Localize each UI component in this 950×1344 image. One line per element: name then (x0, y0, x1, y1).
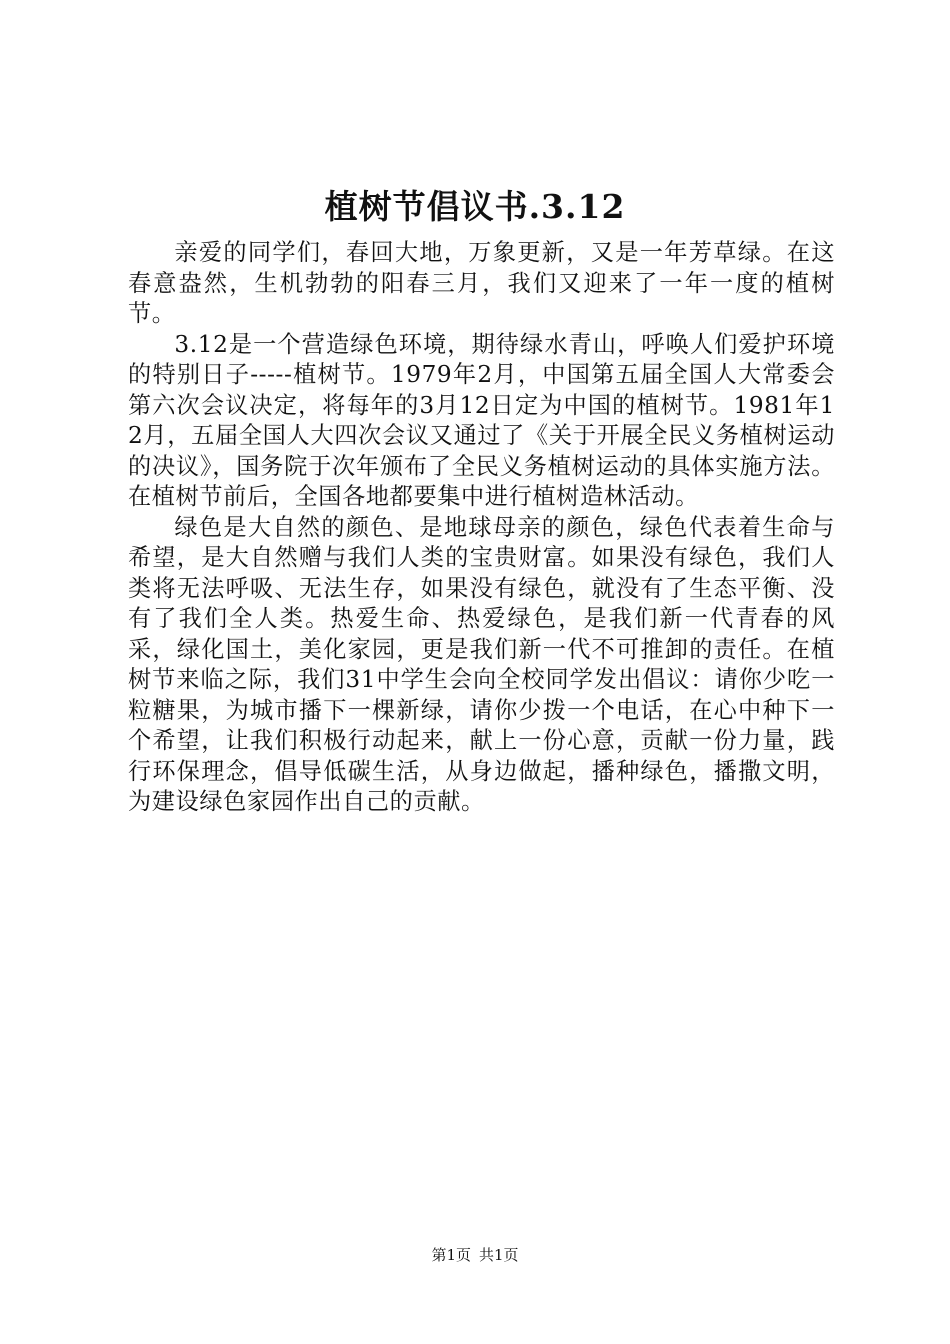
paragraph-history: 3.12是一个营造绿色环境，期待绿水青山，呼唤人们爱护环境的特别日子-----植树节。1979年2月，中国第五届全国人大常委会第六次会议决定，将每年的3月12日定为中国的植树节。1981年12月，五届全国人大四次会议又通过了《关于开展全民义务植树运动的决议》，国务院于次年颁布了全民义务植树运动的具体实施方法。在植树节前后，全国各地都要集中进行植树造林活动。 (128, 330, 835, 510)
document-body (128, 238, 835, 818)
paragraph-proposal: 绿色是大自然的颜色、是地球母亲的颜色，绿色代表着生命与希望，是大自然赠与我们人类的宝贵财富。如果没有绿色，我们人类将无法呼吸、无法生存，如果没有绿色，就没有了生态平衡、没有了我们全人类。热爱生命、热爱绿色，是我们新一代青春的风采，绿化国土，美化家园，更是我们新一代不可推卸的责任。在植树节来临之际，我们31中学生会向全校同学发出倡议：请你少吃一粒糖果，为城市播下一棵新绿，请你少拨一个电话，在心中种下一个希望，让我们积极行动起来，献上一份心意，贡献一份力量，践行环保理念，倡导低碳生活，从身边做起，播种绿色，播撒文明，为建设绿色家园作出自己的贡献。 (128, 513, 835, 815)
page-total: 共1页 (479, 1246, 519, 1264)
paragraph-greeting: 亲爱的同学们，春回大地，万象更新，又是一年芳草绿。在这春意盎然，生机勃勃的阳春三月，我们又迎来了一年一度的植树节。 (128, 239, 835, 327)
page-number: 第1页 (431, 1246, 471, 1264)
page-footer (0, 1243, 950, 1267)
document-title: 植树节倡议书.3.12 (324, 187, 626, 226)
